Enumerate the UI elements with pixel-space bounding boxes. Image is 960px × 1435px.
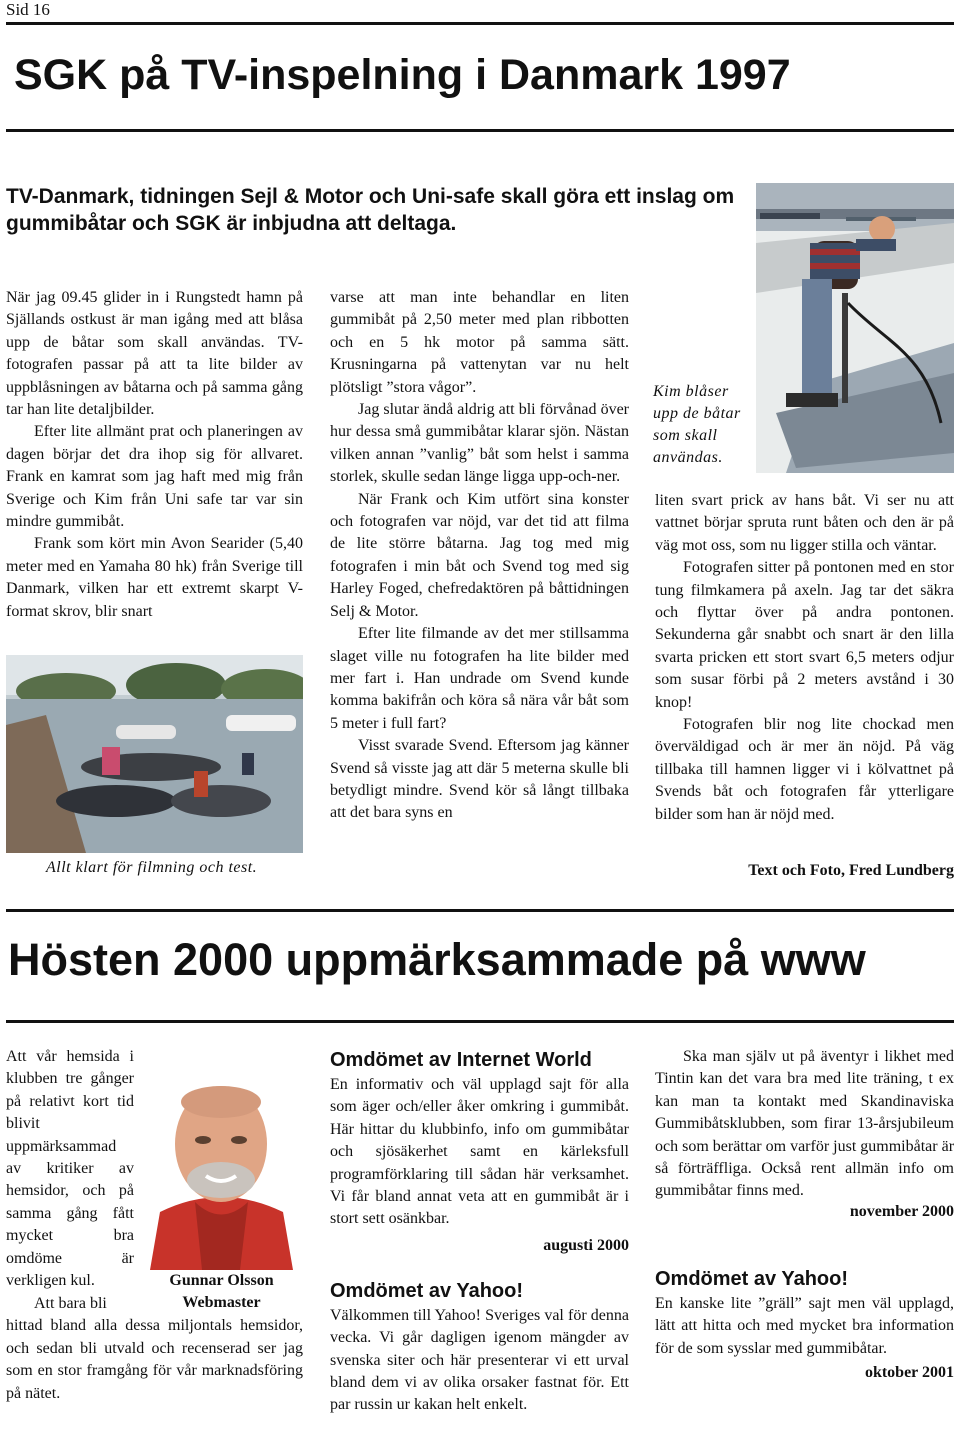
review-text-col3	[655, 1046, 954, 1203]
paragraph: En kanske lite ”gräll” sajt men väl upplagd, lätt att hitta och med mycket bra information för de som sysslar med gummibåtar.	[655, 1294, 954, 1357]
caption-boats: Allt klart för filmning och test.	[46, 859, 258, 876]
review-text-yahoo-1	[330, 1305, 629, 1417]
review-heading-yahoo-2: Omdömet av Yahoo!	[655, 1267, 849, 1290]
title-divider	[6, 129, 954, 132]
article1-title: SGK på TV-inspelning i Danmark 1997	[14, 51, 791, 99]
article1-column-1	[6, 287, 303, 623]
review-heading-yahoo-1: Omdömet av Yahoo!	[330, 1279, 524, 1302]
section-divider	[6, 909, 954, 912]
paragraph: Att bara bli	[34, 1295, 107, 1312]
paragraph: liten svart prick av hans båt. Vi ser nu att vattnet börjar spruta runt båten och den är på väg mot oss, som nu ligger stilla och väntar.	[655, 492, 954, 554]
top-divider	[6, 22, 954, 25]
portrait-name: Gunnar Olsson	[169, 1272, 274, 1289]
paragraph: hittad bland alla dessa miljontals hemsidor, och sedan bli utvald och recenserad ser jag som en stor framgång för vår marknadsföring på nätet.	[6, 1317, 303, 1402]
paragraph: Frank som kört min Avon Searider (5,40 meter med en Yamaha 80 hk) från Sverige till Danmark, vilken har ett extremt skarpt V-format skrov, blir snart	[6, 535, 303, 620]
photo-boats	[6, 655, 303, 853]
article1-column-3	[655, 490, 954, 826]
paragraph: Fotografen blir nog lite chockad men överväldigad och är mer än nöjd. På väg tillbaka till hamnen ligger vi i kölvattnet på Svends båt och fotografen får ytterligare bilder som han är nöjd med.	[655, 716, 954, 823]
review-heading-internet-world: Omdömet av Internet World	[330, 1049, 592, 1071]
article2-column-1-bottom	[6, 1293, 303, 1405]
article1-credit: Text och Foto, Fred Lundberg	[748, 862, 954, 879]
paragraph: En informativ och väl upplagd sajt för alla som äger och/eller åker omkring i gummibåt. Här hittar du klubbinfo, info om gummibåtar och sjösäkerhet samt en kärleksfull programförklaring till sådan här verksamhet. Vi får bland annat veta att en gummibåt är i stort sett osänkbar.	[330, 1076, 629, 1228]
review-date-internet-world: augusti 2000	[543, 1236, 629, 1254]
article2-column-1-top	[6, 1046, 134, 1292]
paragraph: Visst svarade Svend. Eftersom jag känner Svend så visste jag att där 5 meterna skulle bli betydligt mindre. Svend kör så långt tillbaka att det bara syns en	[330, 737, 629, 822]
review-text-yahoo-2	[655, 1293, 954, 1360]
paragraph: varse att man inte behandlar en liten gummibåt på 2,50 meter med plan ribbotten och en 5 hk motor på samma sätt. Krusningarna på vattenytan var nu helt plötsligt ”stora vågor”.	[330, 289, 629, 396]
portrait-photo	[140, 1052, 303, 1270]
portrait-role: Webmaster	[182, 1294, 261, 1311]
paragraph: Ska man själv ut på äventyr i likhet med Tintin kan det vara bra med lite träning, t ex kan man ta kontakt med Skandinaviska Gummibåtsklubben, som firar 13-årsjubileum och som berättar om varför just gummibåtar är så förträffliga. Också rent allmän info om gummibåtar finns med.	[655, 1048, 955, 1200]
article2-column-3	[655, 1046, 954, 1382]
article1-column-2	[330, 287, 629, 825]
review-date-col3: november 2000	[849, 1202, 954, 1220]
paragraph: När jag 09.45 glider in i Rungstedt hamn på Själlands ostkust är man igång med att blåsa upp de båtar som skall användas. TV-fotografen passar på att ta lite bilder av uppblåsningen av båtarna och på samma gång tar han lite detaljbilder.	[6, 289, 303, 419]
review-text-internet-world	[330, 1074, 629, 1231]
paragraph: Fotografen sitter på pontonen med en stor tung filmkamera på axeln. Jag tar det säkra och flyttar över på andra pontonen. Sekunderna går snabbt och snart är den lilla svarta pricken ett stort svart 6,5 meters odjur som susar förbi på 2 meters avstånd i 30 knop!	[655, 559, 954, 711]
paragraph: Efter lite allmänt prat och planeringen av dagen börjar det dra ihop sig för allvaret. Frank en kamrat som jag haft med mig från Sverige och Kim från Uni safe tar var sin mindre gummibåt.	[6, 423, 303, 531]
photo-pump	[756, 183, 954, 473]
paragraph: Välkommen till Yahoo! Sveriges val för denna vecka. Vi går dagligen igenom mängder av svenska siter och här presenterar vi ett urval bland dem vi av olika orsaker fastnat för. Ett par russin ur kakan helt enkelt.	[330, 1306, 629, 1414]
caption-pump: Kim blåser upp de båtar som skall användas.	[653, 383, 741, 466]
paragraph: Att vår hemsida i klubben tre gånger på relativt kort tid blivit uppmärksammad av kritiker av hemsidor, och på samma gång fått mycket bra omdöme är verkligen kul.	[6, 1048, 134, 1290]
paragraph: Jag slutar ändå aldrig att bli förvånad över hur dessa små gummibåtar klarar sjön. Nästan vilken annan ”vanlig” båt som helst i samma storlek, skulle sedan länge ligga upp-och-ner.	[330, 401, 629, 486]
review-date-yahoo-2: oktober 2001	[864, 1364, 954, 1382]
article1-intro: TV-Danmark, tidningen Sejl & Motor och Uni-safe skall göra ett inslag om gummibåtar och SGK är inbjudna att deltaga.	[6, 185, 735, 235]
paragraph: Efter lite filmande av det mer stillsamma slaget ville nu fotografen ha lite bilder med mer fart i. Han undrade om Svend kunde komma bakifrån och köra så nära vår båt som 5 meter i full fart?	[330, 625, 629, 732]
paragraph: När Frank och Kim utfört sina konster och fotografen var nöjd, var det tid att filma de lite större båtarna. Jag tog med mig fotografen i min båt och Svend tog med sig Harley Foged, chefredaktören på båttidningen Selj & Motor.	[330, 490, 629, 620]
article2-title: Hösten 2000 uppmärksammade på www	[8, 934, 866, 985]
title-divider-2	[6, 1020, 954, 1023]
page-number: Sid 16	[6, 0, 50, 19]
article2-column-2	[330, 1048, 629, 1417]
